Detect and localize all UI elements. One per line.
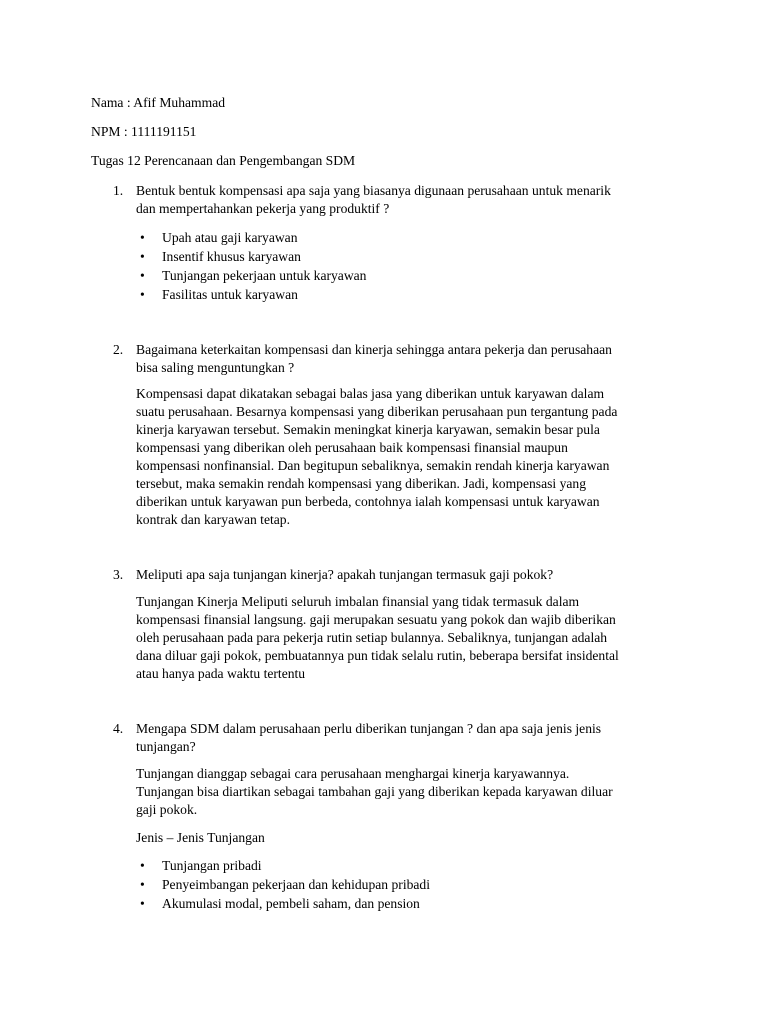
list-item-text: Fasilitas untuk karyawan [162,287,298,302]
answer-line: Kompensasi dapat dikatakan sebagai balas jasa yang diberikan untuk karyawan dalam [136,386,605,401]
list-item [0,895,768,914]
list-item [0,286,768,305]
question-text-line: bisa saling menguntungkan ? [136,360,295,375]
answer-line: Tunjangan dianggap sebagai cara perusahaan menghargai kinerja karyawannya. [136,766,570,781]
question-text-line: tunjangan? [136,739,196,754]
bullet-icon: • [140,877,145,892]
answer-line: kompensasi nonfinansial. Dan begitupun sebaliknya, semakin rendah kinerja karyawan [136,458,610,473]
answer-line: kinerja karyawan tersebut. Semakin meningkat kinerja karyawan, semakin besar pula [136,422,600,437]
assignment-title: Tugas 12 Perencanaan dan Pengembangan SDM [91,153,356,168]
list-item [0,857,768,876]
answer-line: kontrak dan karyawan tetap. [136,512,290,527]
question-text [136,182,676,218]
answer-line: suatu perusahaan. Besarnya kompensasi yang diberikan perusahaan pun tergantung pada [136,404,618,419]
list-item [0,876,768,895]
bullet-icon: • [140,230,145,245]
question-text-line: dan mempertahankan pekerja yang produktif ? [136,201,390,216]
bullet-icon: • [140,287,145,302]
list-item [0,229,768,248]
answer-line: oleh perusahaan pada para pekerja rutin setiap bulannya. Sebaliknya, tunjangan adalah [136,630,608,645]
question-text [136,720,676,756]
answer-line: tersebut, maka semakin rendah kompensasi yang diberikan. Jadi, kompensasi yang [136,476,586,491]
list-item [0,248,768,267]
answer-paragraph [136,385,681,529]
answer-paragraph [136,593,681,683]
answer-line: Tunjangan bisa diartikan sebagai tambahan gaji yang diberikan kepada karyawan diluar [136,784,613,799]
allowance-types-list [0,857,768,914]
question-text-line: Bentuk bentuk kompensasi apa saja yang biasanya digunaan perusahaan untuk menarik [136,183,611,198]
list-item-text: Tunjangan pribadi [162,858,262,873]
list-item-text: Penyeimbangan pekerjaan dan kehidupan pribadi [162,877,431,892]
list-item-text: Insentif khusus karyawan [162,249,301,264]
question-text [136,341,676,377]
answer-line: kompensasi finansial langsung. gaji merupakan sesuatu yang pokok dan wajib diberikan [136,612,616,627]
question-number: 4. [113,721,124,736]
answer-line: dana diluar gaji pokok, pembuatannya pun tidak selalu rutin, beberapa bersifat insidental [136,648,619,663]
answer-line: kompensasi yang diberikan oleh perusahaan baik kompensasi finansial maupun [136,440,568,455]
question-text-line: Meliputi apa saja tunjangan kinerja? apakah tunjangan termasuk gaji pokok? [136,567,554,582]
list-item [0,267,768,286]
allowance-types-heading: Jenis – Jenis Tunjangan [136,830,265,845]
bullet-icon: • [140,896,145,911]
list-item-text: Akumulasi modal, pembeli saham, dan pension [162,896,420,911]
bullet-icon: • [140,858,145,873]
question-text-line: Mengapa SDM dalam perusahaan perlu diberikan tunjangan ? dan apa saja jenis jenis [136,721,602,736]
answer-line: atau hanya pada waktu tertentu [136,666,306,681]
answer-line: diberikan untuk karyawan pun berbeda, contohnya ialah kompensasi untuk karyawan [136,494,600,509]
bullet-icon: • [140,268,145,283]
question-text-line: Bagaimana keterkaitan kompensasi dan kinerja sehingga antara pekerja dan perusahaan [136,342,612,357]
bullet-icon: • [140,249,145,264]
question-number: 2. [113,342,124,357]
student-name-line: Nama : Afif Muhammad [91,95,226,110]
compensation-forms-list [0,229,768,305]
list-item-text: Tunjangan pekerjaan untuk karyawan [162,268,367,283]
answer-line: Tunjangan Kinerja Meliputi seluruh imbalan finansial yang tidak termasuk dalam [136,594,580,609]
answer-paragraph [136,765,681,819]
question-text [136,566,676,584]
list-item-text: Upah atau gaji karyawan [162,230,298,245]
question-number: 3. [113,567,124,582]
answer-line: gaji pokok. [136,802,198,817]
question-number: 1. [113,183,124,198]
student-npm-line: NPM : 1111191151 [91,124,197,139]
